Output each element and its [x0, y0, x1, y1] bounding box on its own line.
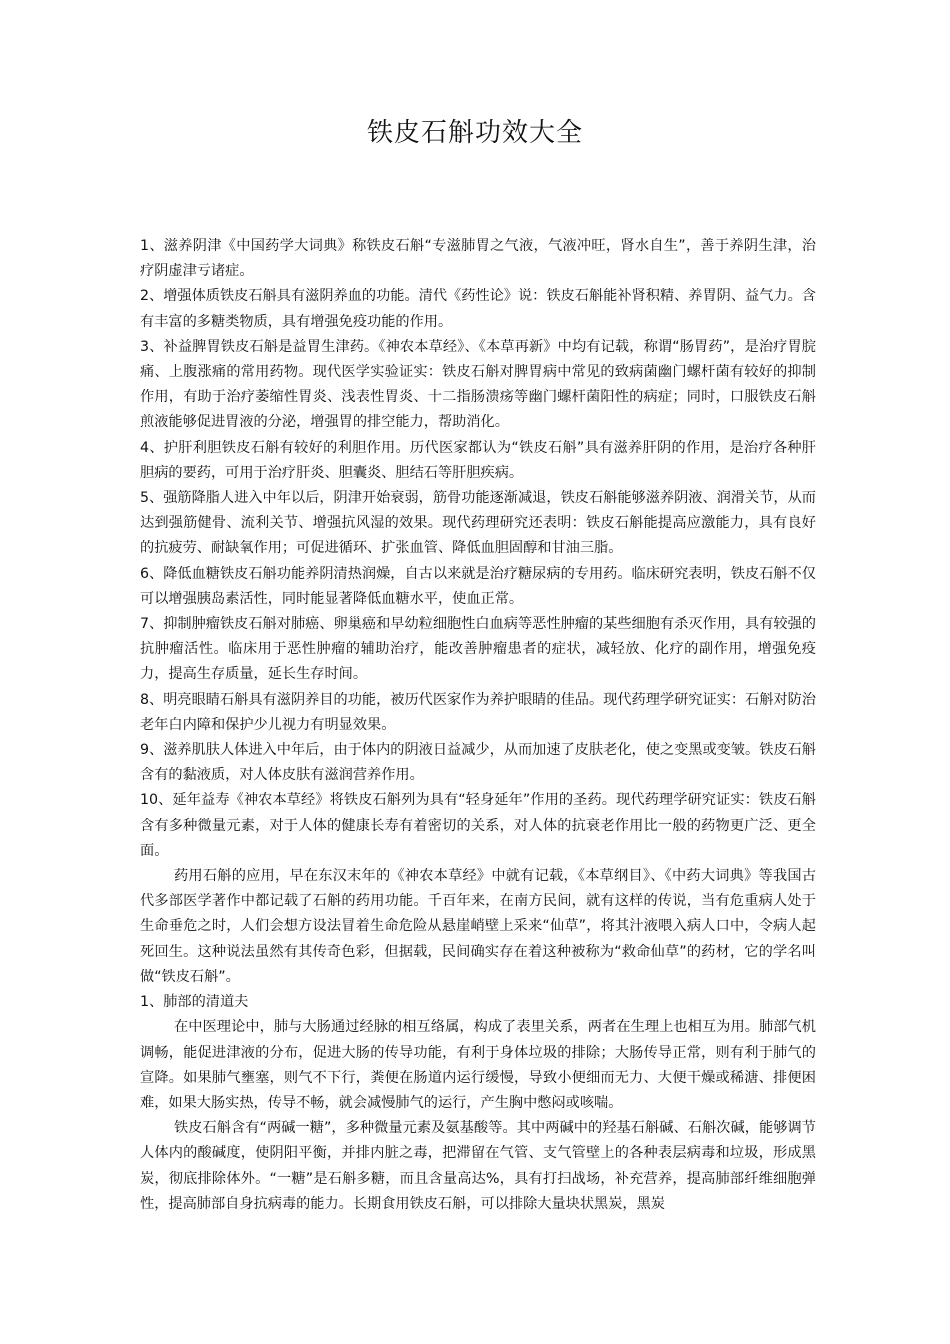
document-body	[140, 234, 816, 1217]
section-heading: 1、肺部的清道夫	[140, 994, 249, 1011]
paragraph: 7、抑制肿瘤铁皮石斛对肺癌、卵巢癌和早幼粒细胞性白血病等恶性肿瘤的某些细胞有杀灭作用，具有较强的抗肿瘤活性。临床用于恶性肿瘤的辅助治疗，能改善肿瘤患者的症状，减轻放、化疗的副作用，增强免疫力，提高生存质量，延长生存时间。	[140, 616, 816, 683]
paragraph: 4、护肝利胆铁皮石斛有较好的利胆作用。历代医家都认为“铁皮石斛”具有滋养肝阴的作用，是治疗各种肝胆病的要药，可用于治疗肝炎、胆囊炎、胆结石等肝胆疾病。	[140, 439, 816, 481]
paragraph: 药用石斛的应用，早在东汉末年的《神农本草经》中就有记载，《本草纲目》、《中药大词典》等我国古代多部医学著作中都记载了石斛的药用功能。千百年来，在南方民间，就有这样的传说，当有危重病人处于生命垂危之时，人们会想方设法冒着生命危险从悬崖峭壁上采来“仙草”，将其汁液喂入病人口中，令病人起死回生。这种说法虽然有其传奇色彩，但据载，民间确实存在着这种被称为“救命仙草”的药材，它的学名叫做“铁皮石斛”。	[140, 868, 816, 985]
paragraph: 9、滋养肌肤人体进入中年后，由于体内的阴液日益减少，从而加速了皮肤老化，使之变黑或变皱。铁皮石斛含有的黏液质，对人体皮肤有滋润营养作用。	[140, 742, 816, 784]
paragraph: 铁皮石斛含有“两碱一糖”，多种微量元素及氨基酸等。其中两碱中的羟基石斛碱、石斛次碱，能够调节人体内的酸碱度，使阴阳平衡，并排内脏之毒，把滞留在气管、支气管壁上的各种表层病毒和垃圾，形成黑炭，彻底排除体外。“一糖”是石斛多糖，而且含量高达%，具有打扫战场，补充营养，提高肺部纤维细胞弹性，提高肺部自身抗病毒的能力。长期食用铁皮石斛，可以排除大量块状黑炭，黑炭	[140, 1120, 816, 1212]
paragraph: 5、强筋降脂人进入中年以后，阴津开始衰弱，筋骨功能逐渐减退，铁皮石斛能够滋养阴液、润滑关节，从而达到强筋健骨、流利关节、增强抗风湿的效果。现代药理研究还表明：铁皮石斛能提高应激能力，具有良好的抗疲劳、耐缺氧作用；可促进循环、扩张血管、降低血胆固醇和甘油三脂。	[140, 490, 816, 557]
paragraph: 6、降低血糖铁皮石斛功能养阴清热润燥，自古以来就是治疗糖尿病的专用药。临床研究表明，铁皮石斛不仅可以增强胰岛素活性，同时能显著降低血糖水平，使血正常。	[140, 565, 816, 607]
paragraph: 8、明亮眼睛石斛具有滋阴养目的功能，被历代医家作为养护眼睛的佳品。现代药理学研究证实：石斛对防治老年白内障和保护少儿视力有明显效果。	[140, 691, 816, 733]
paragraph: 10、延年益寿《神农本草经》将铁皮石斛列为具有“轻身延年”作用的圣药。现代药理学研究证实：铁皮石斛含有多种微量元素，对于人体的健康长寿有着密切的关系，对人体的抗衰老作用比一般的药物更广泛、更全面。	[140, 792, 816, 859]
paragraph: 2、增强体质铁皮石斛具有滋阴养血的功能。清代《药性论》说：铁皮石斛能补肾积精、养胃阴、益气力。含有丰富的多糖类物质，具有增强免疫功能的作用。	[140, 288, 816, 330]
paragraph: 在中医理论中，肺与大肠通过经脉的相互络属，构成了表里关系，两者在生理上也相互为用。肺部气机调畅，能促进津液的分布，促进大肠的传导功能，有利于身体垃圾的排除；大肠传导正常，则有利于肺气的宣降。如果肺气壅塞，则气不下行，粪便在肠道内运行缓慢，导致小便细而无力、大便干燥或稀溏、排便困难，如果大肠实热，传导不畅，就会减慢肺气的运行，产生胸中憋闷或咳喘。	[140, 1019, 816, 1111]
paragraph: 1、滋养阴津《中国药学大词典》称铁皮石斛“专滋肺胃之气液，气液冲旺，肾水自生”，善于养阴生津，治疗阴虚津亏诸症。	[140, 238, 816, 280]
document-title: 铁皮石斛功效大全	[366, 118, 583, 148]
paragraph: 3、补益脾胃铁皮石斛是益胃生津药。《神农本草经》、《本草再新》中均有记载，称谓“肠胃药”，是治疗胃脘痛、上腹涨痛的常用药物。现代医学实验证实：铁皮石斛对脾胃病中常见的致病菌幽门螺杆菌有较好的抑制作用，有助于治疗萎缩性胃炎、浅表性胃炎、十二指肠溃疡等幽门螺杆菌阳性的病症；同时，口服铁皮石斛煎液能够促进胃液的分泌，增强胃的排空能力，帮助消化。	[140, 338, 816, 431]
